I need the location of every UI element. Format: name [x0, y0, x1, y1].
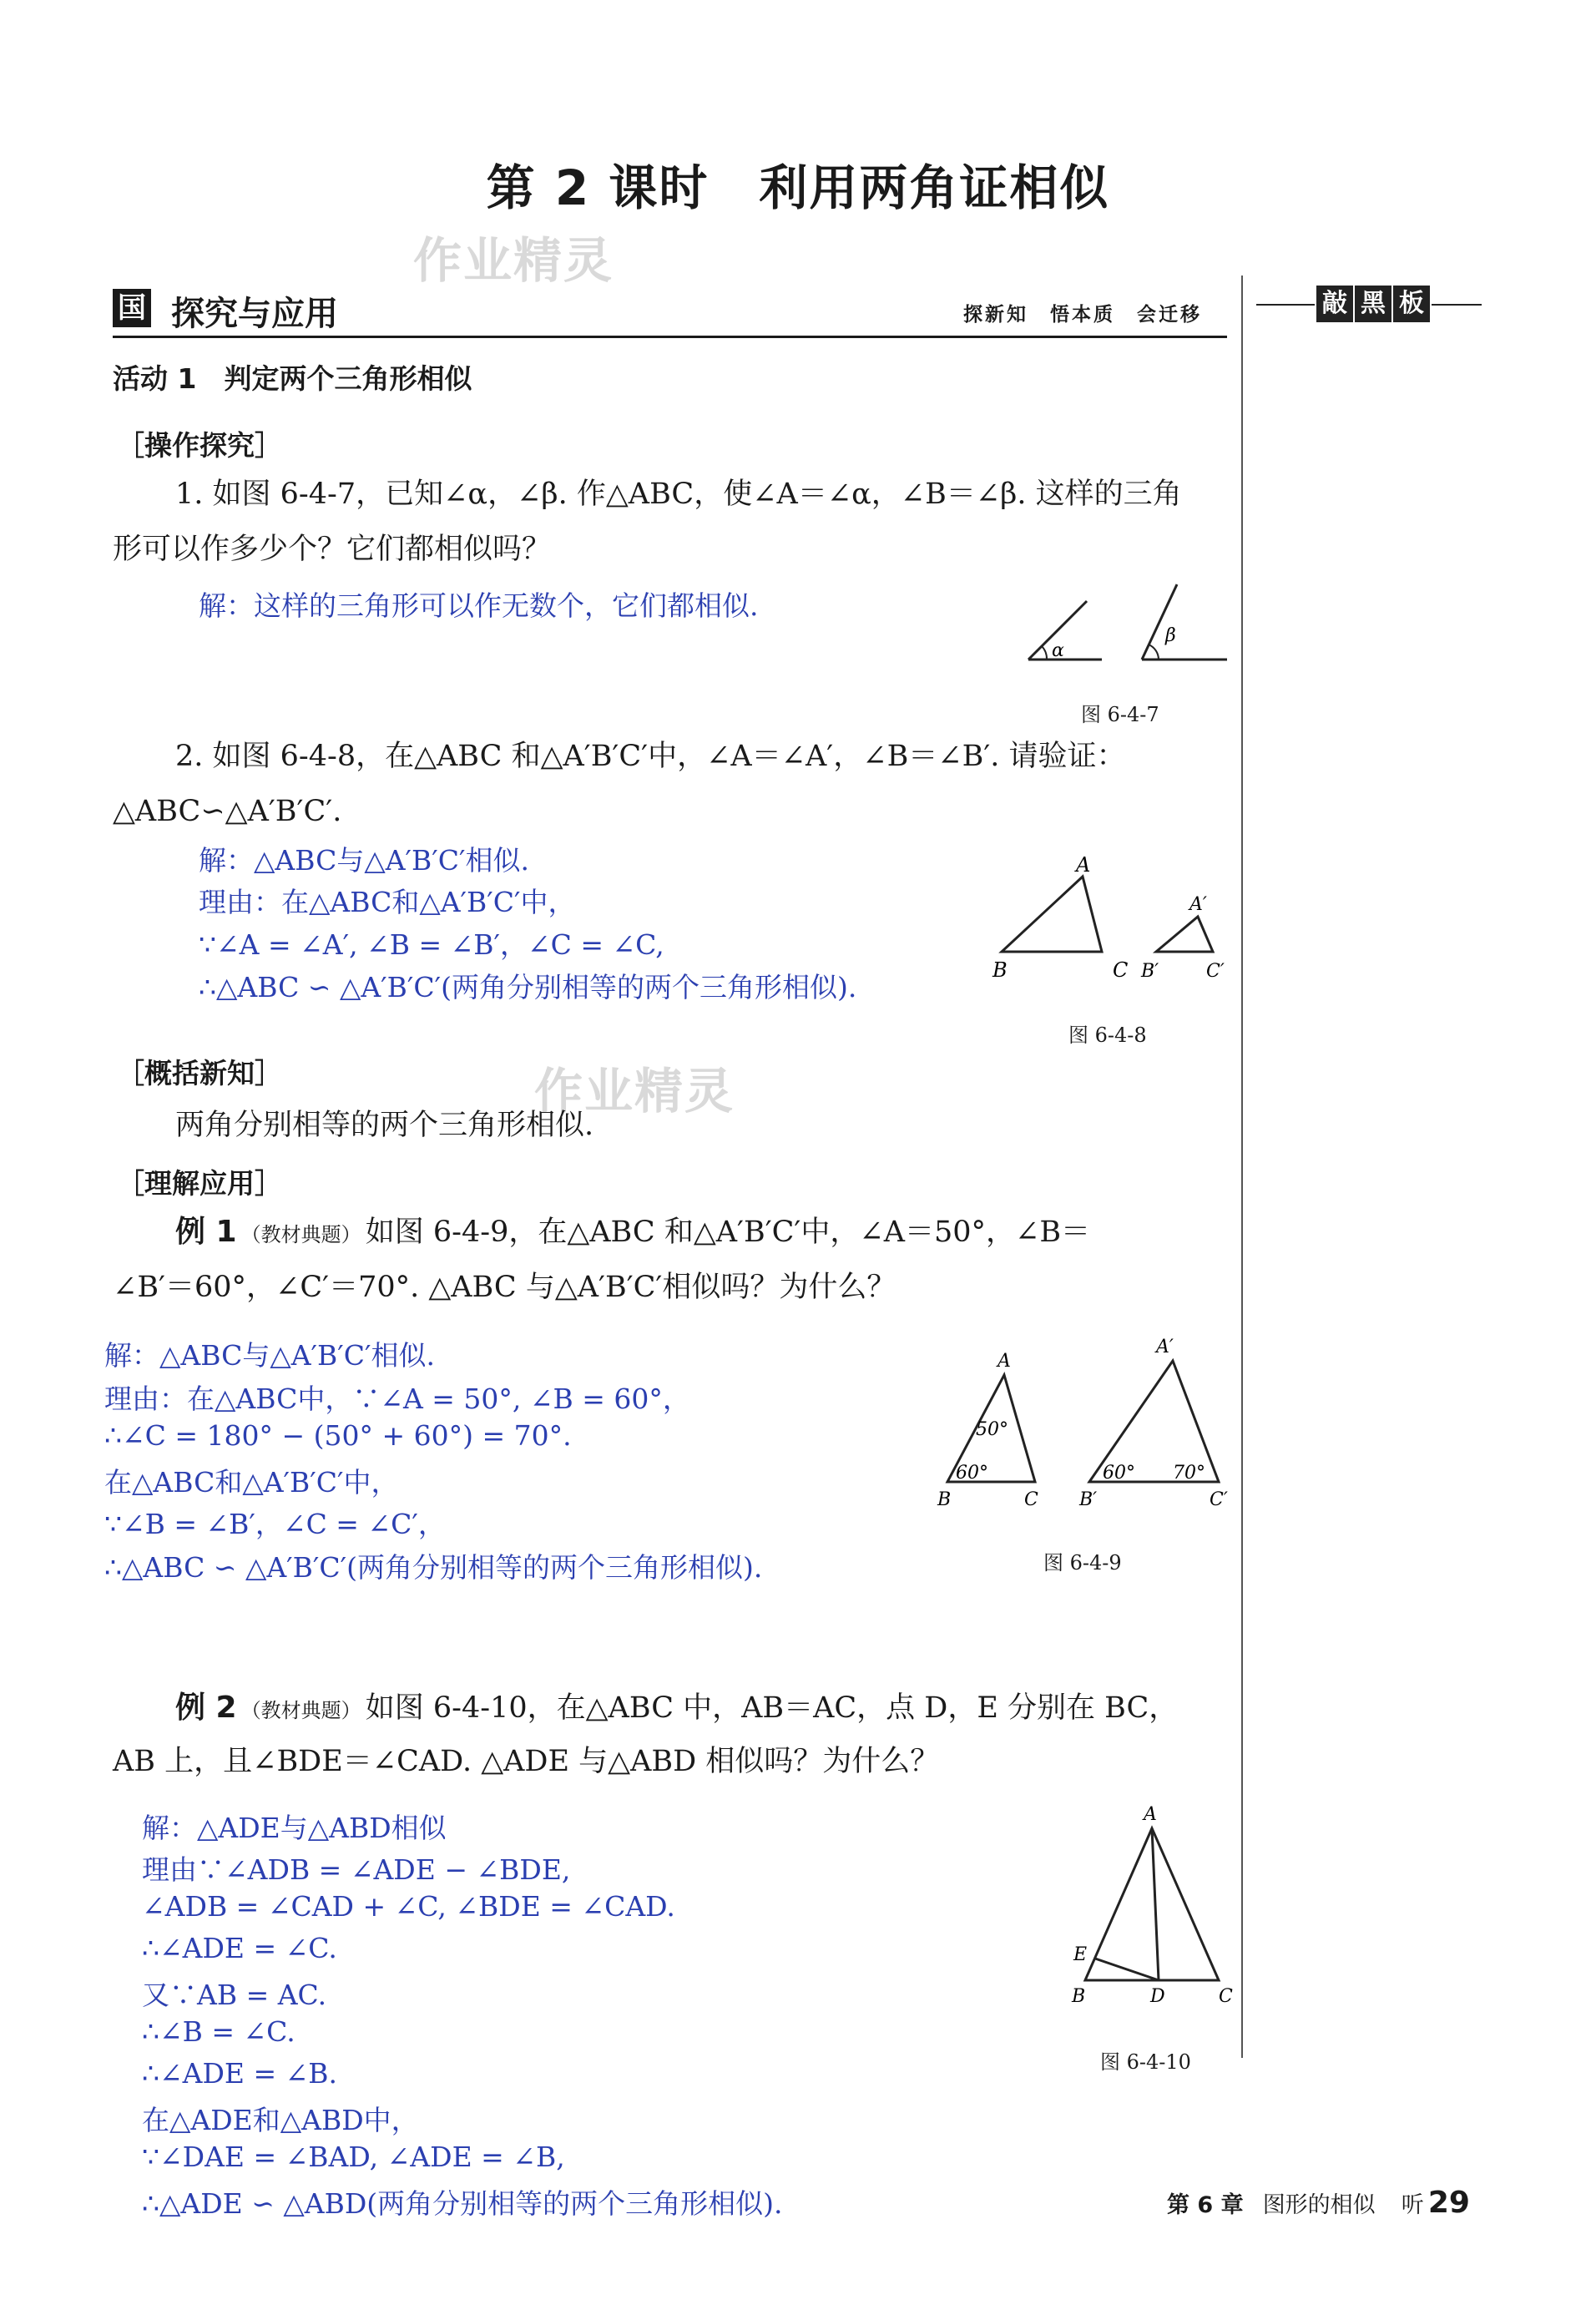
alpha-label: α — [1052, 640, 1064, 661]
apply-label: ［理解应用］ — [117, 1167, 282, 1200]
figure-6-4-10 — [1060, 1795, 1244, 2012]
vertex-label: A — [1144, 1804, 1157, 1825]
ex2-answer-line: 解：△ADE与△ABD相似 — [142, 1812, 447, 1844]
angle-alpha — [1028, 601, 1102, 661]
figure-6-4-8 — [989, 843, 1240, 985]
example-1-label: 例 1 — [175, 1215, 237, 1249]
vertex-label: A — [998, 1351, 1011, 1372]
vertex-label: A — [1076, 853, 1091, 877]
summary-text: 两角分别相等的两个三角形相似. — [175, 1109, 594, 1142]
triangle-a1b1c1 — [1156, 917, 1213, 952]
vertex-label: C′ — [1206, 961, 1225, 982]
footer-chapter: 第 6 章 — [1167, 2192, 1244, 2218]
operation-label: ［操作探究］ — [117, 429, 282, 462]
example-2-source: （教材典题） — [240, 1699, 361, 1722]
ex2-answer-line: ∴△ADE ∽ △ABD(两角分别相等的两个三角形相似). — [142, 2187, 783, 2220]
footer-prefix: 听 — [1401, 2192, 1424, 2218]
ex2-answer-line: ∠ADB = ∠CAD + ∠C, ∠BDE = ∠CAD. — [142, 1890, 675, 1923]
ex2-answer-line: ∴∠ADE = ∠B. — [142, 2057, 338, 2090]
q2-answer-line: ∴△ABC ∽ △A′B′C′(两角分别相等的两个三角形相似). — [199, 971, 857, 1003]
margin-divider — [1241, 275, 1243, 2058]
angle-beta — [1142, 584, 1227, 660]
page-number: 29 — [1427, 2186, 1470, 2220]
triangle-abc — [1002, 877, 1102, 952]
ex1-answer-line: ∴△ABC ∽ △A′B′C′(两角分别相等的两个三角形相似). — [104, 1551, 763, 1584]
vertex-label: B — [992, 958, 1008, 982]
section-icon: 国 — [113, 289, 151, 327]
ex2-answer-line: 理由∵∠ADB = ∠ADE − ∠BDE, — [142, 1853, 571, 1886]
blackboard-tag — [1256, 286, 1482, 322]
bb-line-left — [1256, 304, 1315, 306]
vertex-label: D — [1150, 1986, 1165, 2007]
ex2-answer-line: 又∵AB = AC. — [142, 1979, 327, 2011]
section-header — [113, 284, 1227, 341]
example-1-source: （教材典题） — [240, 1223, 361, 1246]
question-1-line2: 形可以作多少个？它们都相似吗？ — [113, 533, 552, 566]
vertex-label: B — [1072, 1986, 1086, 2007]
page-footer — [1167, 2186, 1470, 2220]
angle-label: 60° — [1103, 1463, 1135, 1484]
figure-caption: 图 6-4-9 — [1043, 1551, 1122, 1575]
q2-answer-line: 解：△ABC与△A′B′C′相似. — [199, 844, 529, 877]
vertex-label: B′ — [1079, 1489, 1098, 1510]
summary-label: ［概括新知］ — [117, 1057, 282, 1089]
vertex-label: B′ — [1141, 961, 1159, 982]
segment-de — [1095, 1959, 1159, 1980]
question-1-answer: 解：这样的三角形可以作无数个，它们都相似. — [199, 589, 759, 622]
vertex-label: C — [1219, 1986, 1233, 2007]
ex1-answer-line: ∵∠B = ∠B′，∠C = ∠C′， — [104, 1508, 446, 1540]
figure-6-4-7 — [1018, 576, 1244, 676]
figure-6-4-9 — [931, 1323, 1240, 1515]
activity-heading: 活动 1 判定两个三角形相似 — [113, 362, 472, 395]
vertex-label: E — [1073, 1944, 1088, 1965]
vertex-label: C — [1024, 1489, 1038, 1510]
question-2-line1: 2. 如图 6-4-8，在△ABC 和△A′B′C′中，∠A＝∠A′，∠B＝∠B′. 请验证： — [175, 740, 1126, 773]
beta-label: β — [1165, 625, 1176, 646]
example-1-line1 — [175, 1207, 1235, 1257]
figure-caption: 图 6-4-10 — [1100, 2050, 1191, 2074]
example-2-label: 例 2 — [175, 1691, 237, 1725]
section-title: 探究与应用 — [171, 295, 338, 333]
q2-answer-line: ∵∠A = ∠A′, ∠B = ∠B′，∠C = ∠C, — [199, 928, 664, 961]
q2-answer-line: 理由：在△ABC和△A′B′C′中， — [199, 886, 576, 918]
example-1-text: 如图 6-4-9，在△ABC 和△A′B′C′中，∠A＝50°，∠B＝ — [365, 1216, 1091, 1249]
ex1-answer-line: 理由：在△ABC中，∵∠A = 50°, ∠B = 60°， — [104, 1382, 690, 1415]
ex2-answer-line: 在△ADE和△ABD中， — [142, 2104, 419, 2136]
example-2-line1 — [175, 1683, 1235, 1733]
figure-caption: 图 6-4-7 — [1081, 703, 1159, 726]
ex2-answer-line: ∴∠B = ∠C. — [142, 2015, 295, 2048]
bb-char: 板 — [1393, 286, 1430, 322]
section-rule — [113, 336, 1227, 338]
figure-caption: 图 6-4-8 — [1068, 1024, 1147, 1047]
bb-char: 敲 — [1316, 286, 1353, 322]
example-2-line2: AB 上，且∠BDE＝∠CAD. △ADE 与△ABD 相似吗？为什么？ — [113, 1745, 940, 1778]
vertex-label: A′ — [1189, 894, 1207, 915]
ex1-answer-line: 解：△ABC与△A′B′C′相似. — [104, 1339, 435, 1372]
watermark: 作业精灵 — [534, 1063, 735, 1120]
vertex-label: B — [937, 1489, 952, 1510]
footer-chapter-name: 图形的相似 — [1262, 2192, 1376, 2218]
question-2-line2: △ABC∽△A′B′C′. — [113, 795, 342, 828]
angle-label: 60° — [956, 1463, 988, 1484]
example-2-text: 如图 6-4-10，在△ABC 中，AB＝AC，点 D，E 分别在 BC， — [365, 1691, 1179, 1725]
section-subtitle: 探新知 悟本质 会迁移 — [963, 303, 1202, 326]
vertex-label: A′ — [1156, 1337, 1174, 1357]
angle-label: 70° — [1173, 1463, 1205, 1484]
ex2-answer-line: ∴∠ADE = ∠C. — [142, 1932, 337, 1964]
question-1-line1: 1. 如图 6-4-7，已知∠α，∠β. 作△ABC，使∠A＝∠α，∠B＝∠β. 这样的三角 — [175, 478, 1182, 511]
vertex-label: C′ — [1210, 1489, 1228, 1510]
watermark: 作业精灵 — [413, 232, 614, 289]
angle-label: 50° — [976, 1419, 1008, 1440]
vertex-label: C — [1113, 958, 1129, 982]
bb-char: 黑 — [1355, 286, 1391, 322]
ex1-answer-line: 在△ABC和△A′B′C′中， — [104, 1466, 399, 1499]
ex1-answer-line: ∴∠C = 180° − (50° + 60°) = 70°. — [104, 1419, 572, 1452]
segment-ad — [1152, 1828, 1159, 1980]
bb-line-right — [1432, 304, 1482, 306]
page-title: 第 2 课时 利用两角证相似 — [486, 159, 1110, 216]
example-1-line2: ∠B′＝60°，∠C′＝70°. △ABC 与△A′B′C′相似吗？为什么？ — [113, 1271, 896, 1304]
ex2-answer-line: ∵∠DAE = ∠BAD, ∠ADE = ∠B, — [142, 2141, 565, 2173]
